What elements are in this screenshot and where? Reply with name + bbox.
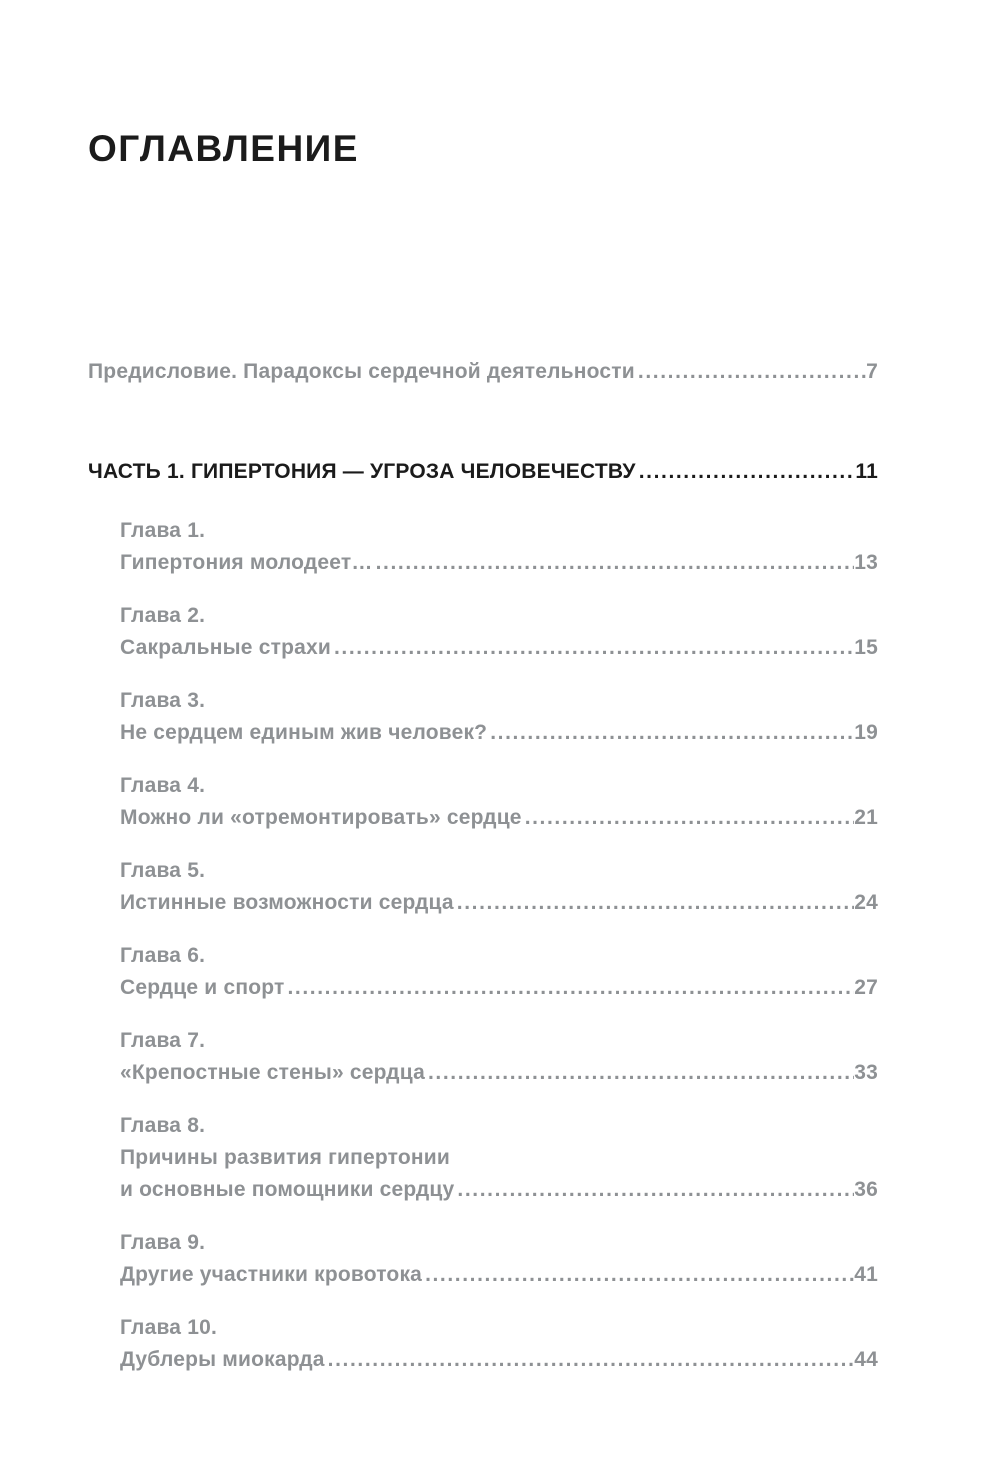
chapter-label: Глава 4.	[120, 774, 206, 797]
toc-entry-part-1	[88, 456, 878, 488]
chapter-row	[120, 1174, 878, 1206]
dot-leader	[373, 547, 855, 579]
table-of-contents	[88, 356, 878, 1376]
toc-chapter	[120, 685, 878, 749]
preface-title: Предисловие. Парадоксы сердечной деятельности	[88, 360, 635, 383]
chapter-lines	[120, 1259, 878, 1291]
dot-leader	[284, 972, 854, 1004]
chapter-row	[120, 717, 878, 749]
toc-chapter	[120, 600, 878, 664]
chapter-page-number: 33	[854, 1061, 878, 1084]
toc-chapter	[120, 1227, 878, 1291]
chapter-page-number: 21	[854, 806, 878, 829]
chapter-page-number: 19	[854, 721, 878, 744]
chapter-title: Сакральные страхи	[120, 636, 331, 659]
chapter-list	[88, 515, 878, 1376]
part-1-title: ЧАСТЬ 1. ГИПЕРТОНИЯ — УГРОЗА ЧЕЛОВЕЧЕСТВУ	[88, 460, 636, 483]
chapter-lines	[120, 717, 878, 749]
dot-leader	[325, 1344, 855, 1376]
chapter-lines	[120, 632, 878, 664]
chapter-row	[120, 887, 878, 919]
chapter-row	[120, 972, 878, 1004]
chapter-row	[120, 1057, 878, 1089]
toc-chapter	[120, 1025, 878, 1089]
chapter-lines	[120, 1057, 878, 1089]
toc-chapter	[120, 515, 878, 579]
chapter-row	[120, 1259, 878, 1291]
dot-leader	[487, 717, 854, 749]
dot-leader	[454, 887, 854, 919]
preface-page-number: 7	[866, 360, 878, 383]
chapter-title: Не сердцем единым жив человек?	[120, 721, 488, 744]
chapter-page-number: 24	[854, 891, 878, 914]
chapter-label: Глава 7.	[120, 1029, 206, 1052]
chapter-lines	[120, 972, 878, 1004]
chapter-label: Глава 10.	[120, 1316, 218, 1339]
dot-leader	[331, 632, 854, 664]
chapter-lines	[120, 1142, 878, 1206]
toc-chapter	[120, 770, 878, 834]
chapter-lines	[120, 1344, 878, 1376]
chapter-page-number: 13	[854, 551, 878, 574]
chapter-title-line: Причины развития гипертонии	[120, 1146, 450, 1169]
chapter-title: Сердце и спорт	[120, 976, 285, 999]
chapter-label: Глава 2.	[120, 604, 206, 627]
chapter-page-number: 15	[854, 636, 878, 659]
chapter-title: Другие участники кровотока	[120, 1263, 423, 1286]
dot-leader	[422, 1259, 854, 1291]
chapter-lines	[120, 802, 878, 834]
page-title: ОГЛАВЛЕНИЕ	[88, 128, 359, 169]
chapter-title: Можно ли «отремонтировать» сердце	[120, 806, 522, 829]
chapter-lines	[120, 887, 878, 919]
chapter-label: Глава 8.	[120, 1114, 206, 1137]
toc-chapter	[120, 855, 878, 919]
chapter-page-number: 44	[854, 1348, 878, 1371]
chapter-lines	[120, 547, 878, 579]
chapter-row	[120, 1344, 878, 1376]
toc-chapter	[120, 1110, 878, 1206]
chapter-row	[120, 802, 878, 834]
chapter-label: Глава 5.	[120, 859, 206, 882]
chapter-title: «Крепостные стены» сердца	[120, 1061, 425, 1084]
chapter-row	[120, 632, 878, 664]
chapter-label: Глава 3.	[120, 689, 206, 712]
chapter-page-number: 41	[854, 1263, 878, 1286]
chapter-title: Дублеры миокарда	[120, 1348, 325, 1371]
dot-leader	[635, 356, 866, 388]
chapter-label: Глава 6.	[120, 944, 206, 967]
chapter-label: Глава 1.	[120, 519, 206, 542]
chapter-title: и основные помощники сердцу	[120, 1178, 455, 1201]
dot-leader	[636, 456, 856, 488]
chapter-page-number: 27	[854, 976, 878, 999]
dot-leader	[454, 1174, 854, 1206]
toc-entry-preface	[88, 356, 878, 388]
chapter-row	[120, 547, 878, 579]
chapter-title: Истинные возможности сердца	[120, 891, 454, 914]
toc-chapter	[120, 1312, 878, 1376]
chapter-page-number: 36	[854, 1178, 878, 1201]
dot-leader	[522, 802, 855, 834]
chapter-label: Глава 9.	[120, 1231, 206, 1254]
toc-chapter	[120, 940, 878, 1004]
part-1-page-number: 11	[855, 460, 878, 483]
chapter-title: Гипертония молодеет…	[120, 551, 373, 574]
dot-leader	[425, 1057, 854, 1089]
